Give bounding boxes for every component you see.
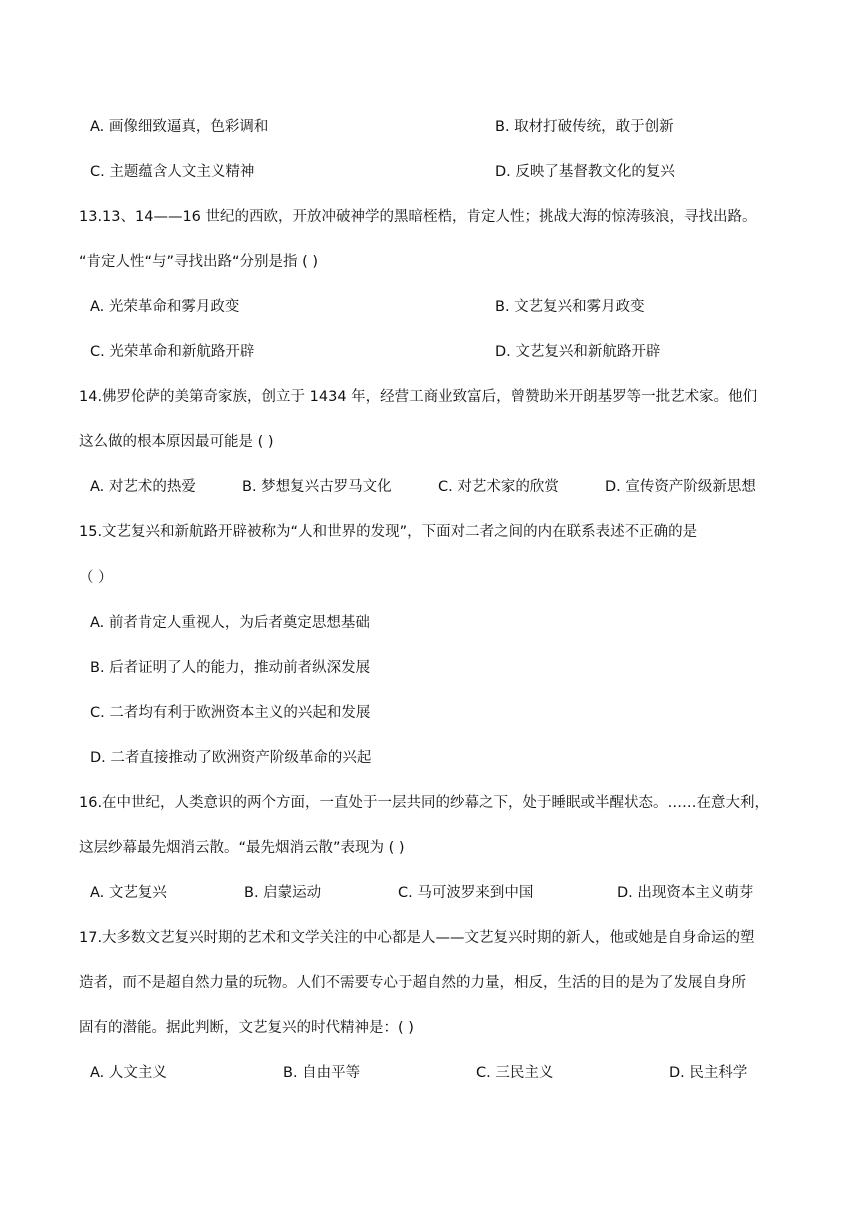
q15-stem-line-1: 15.文艺复兴和新航路开辟被称为“人和世界的发现”，下面对二者之间的内在联系表述不正确的是 xyxy=(79,524,698,540)
q17-option-d: D. 民主科学 xyxy=(669,1065,748,1081)
q12-option-c: C. 主题蕴含人文主义精神 xyxy=(90,164,255,180)
q16-option-d: D. 出现资本主义萌芽 xyxy=(617,885,754,901)
q16-option-c: C. 马可波罗来到中国 xyxy=(398,885,534,901)
q15-option-a: A. 前者肯定人重视人，为后者奠定思想基础 xyxy=(90,615,370,631)
q14-option-c: C. 对艺术家的欣赏 xyxy=(438,479,559,495)
q15-option-b: B. 后者证明了人的能力，推动前者纵深发展 xyxy=(90,660,371,676)
q14-option-b: B. 梦想复兴古罗马文化 xyxy=(242,479,392,495)
q16-stem-line-2: 这层纱幕最先烟消云散。“最先烟消云散”表现为 ( ) xyxy=(79,840,405,856)
q13-stem-line-2: “肯定人性“与”寻找出路“分别是指 ( ) xyxy=(79,254,319,270)
q13-option-a: A. 光荣革命和雾月政变 xyxy=(90,299,240,315)
q15-stem-line-2: （ ） xyxy=(79,570,113,586)
q14-stem-line-1: 14.佛罗伦萨的美第奇家族，创立于 1434 年，经营工商业致富后，曾赞助米开朗基罗等一批艺术家。他们 xyxy=(79,389,758,405)
q16-stem-line-1: 16.在中世纪，人类意识的两个方面，一直处于一层共同的纱幕之下，处于睡眠或半醒状态。……在意大利， xyxy=(79,795,770,811)
q17-option-b: B. 自由平等 xyxy=(283,1065,361,1081)
q17-option-c: C. 三民主义 xyxy=(476,1065,554,1081)
q13-option-b: B. 文艺复兴和雾月政变 xyxy=(495,299,645,315)
q14-option-a: A. 对艺术的热爱 xyxy=(90,479,196,495)
q12-option-a: A. 画像细致逼真，色彩调和 xyxy=(90,119,269,135)
q14-stem-line-2: 这么做的根本原因最可能是 ( ) xyxy=(79,434,274,450)
q17-stem-line-3: 固有的潜能。据此判断，文艺复兴的时代精神是：( ) xyxy=(79,1020,414,1036)
q12-option-b: B. 取材打破传统，敢于创新 xyxy=(495,119,674,135)
q17-stem-line-2: 造者，而不是超自然力量的玩物。人们不需要专心于超自然的力量，相反，生活的目的是为了发展自身所 xyxy=(79,975,746,991)
q15-option-d: D. 二者直接推动了欧洲资产阶级革命的兴起 xyxy=(90,750,372,766)
q15-option-c: C. 二者均有利于欧洲资本主义的兴起和发展 xyxy=(90,705,371,721)
q16-option-a: A. 文艺复兴 xyxy=(90,885,167,901)
q13-option-d: D. 文艺复兴和新航路开辟 xyxy=(495,344,661,360)
q16-option-b: B. 启蒙运动 xyxy=(244,885,322,901)
q17-option-a: A. 人文主义 xyxy=(90,1065,167,1081)
q14-option-d: D. 宣传资产阶级新思想 xyxy=(605,479,756,495)
q17-stem-line-1: 17.大多数文艺复兴时期的艺术和文学关注的中心都是人——文艺复兴时期的新人，他或她是自身命运的塑 xyxy=(79,930,755,946)
q13-stem-line-1: 13.13、14——16 世纪的西欧，开放冲破神学的黑暗桎梏，肯定人性；挑战大海的惊涛骇浪，寻找出路。 xyxy=(79,209,757,225)
q12-option-d: D. 反映了基督教文化的复兴 xyxy=(495,164,675,180)
q13-option-c: C. 光荣革命和新航路开辟 xyxy=(90,344,255,360)
